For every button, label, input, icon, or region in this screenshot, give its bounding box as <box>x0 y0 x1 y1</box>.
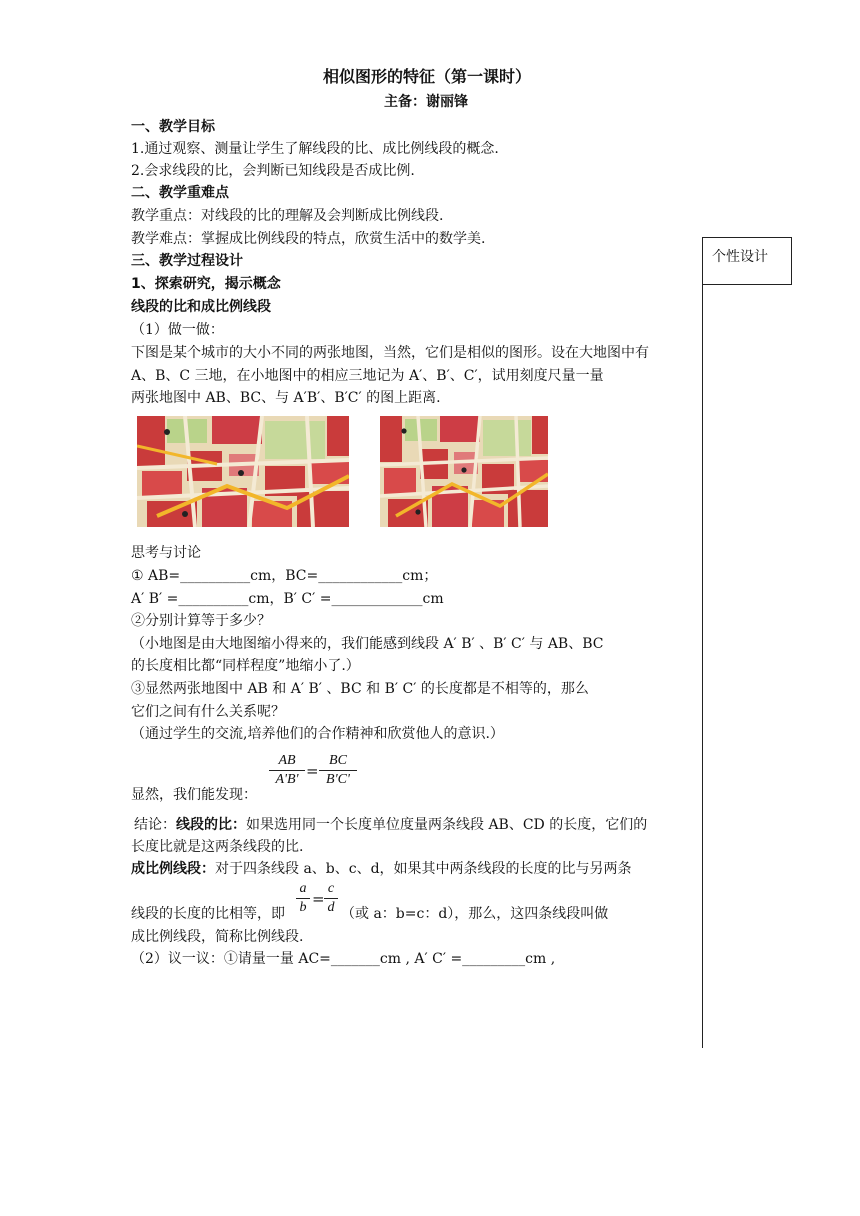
fraction-c-d <box>324 880 338 917</box>
fraction-numerator: BC <box>319 752 357 771</box>
subheading-ratio: 线段的比和成比例线段 <box>131 299 271 315</box>
page-title: 相似图形的特征（第一课时） <box>323 67 532 86</box>
goal-1: 1.通过观察、测量让学生了解线段的比、成比例线段的概念. <box>131 141 499 157</box>
fraction-denominator: d <box>327 900 335 915</box>
subheading-explore: 1、探索研究，揭示概念 <box>131 276 281 292</box>
small-city-map <box>380 416 548 527</box>
fraction-denominator: A'B' <box>275 772 299 787</box>
ratio-definition-cont: 长度比就是这两条线段的比. <box>131 839 304 855</box>
proportion-definition-end: 成比例线段，简称比例线段. <box>131 929 304 945</box>
difficult-point: 教学难点：掌握成比例线段的特点，欣赏生活中的数学美. <box>131 231 486 247</box>
equals-sign: = <box>312 890 325 908</box>
large-city-map <box>137 416 349 527</box>
large-map-image <box>137 416 349 527</box>
found-label: 显然，我们能发现： <box>131 787 257 803</box>
question-2: ②分别计算等于多少？ <box>131 613 271 629</box>
fraction-numerator: AB <box>269 752 305 771</box>
equals-sign: = <box>306 762 319 780</box>
key-point: 教学重点：对线段的比的理解及会判断成比例线段. <box>131 208 444 224</box>
discuss-line: （2）议一议：①请量一量 AC=_______cm , A′ C′ =_________cm , <box>131 951 556 967</box>
goal-2: 2.会求线段的比，会判断已知线段是否成比例. <box>131 163 415 179</box>
fraction-denominator: b <box>299 900 307 915</box>
fraction-numerator: c <box>324 880 338 899</box>
conclusion-line <box>134 816 647 834</box>
proportion-term: 成比例线段： <box>131 861 215 877</box>
section-heading-process: 三、教学过程设计 <box>131 253 243 269</box>
question-3: 它们之间有什么关系呢？ <box>131 704 285 720</box>
personal-design-box <box>702 237 792 285</box>
question-1-line-2: A′ B′ =__________cm，B′ C′ =_____________cm <box>131 591 444 607</box>
fraction-ab <box>269 752 305 789</box>
question-2-note: （小地图是由大地图缩小得来的，我们能感到线段 A′ B′ 、B′ C′ 与 AB、BC <box>131 636 604 652</box>
conclusion-label: 结论： <box>134 817 176 833</box>
fraction-bc <box>319 752 357 789</box>
ratio-term: 线段的比： <box>176 817 246 833</box>
section-heading-goals: 一、教学目标 <box>131 119 215 135</box>
paragraph-line: 下图是某个城市的大小不同的两张地图，当然，它们是相似的图形。设在大地图中有 <box>131 345 649 361</box>
proportion-definition-cont: （或 a：b=c：d），那么，这四条线段叫做 <box>341 906 609 922</box>
fraction-numerator: a <box>296 880 310 899</box>
question-3: ③显然两张地图中 AB 和 A′ B′ 、BC 和 B′ C′ 的长度都是不相等的，那么 <box>131 681 589 697</box>
section-heading-key-points: 二、教学重难点 <box>131 185 229 201</box>
fraction-a-b <box>296 880 310 917</box>
paragraph-line: A、B、C 三地，在小地图中的相应三地记为 A′、B′、C′，试用刻度尺量一量 <box>131 368 604 384</box>
question-3-note: （通过学生的交流,培养他们的合作精神和欣赏他人的意识.） <box>131 726 504 742</box>
personal-design-label: 个性设计 <box>712 249 768 265</box>
do-it-label: （1）做一做： <box>131 322 224 338</box>
proportion-definition-cont: 线段的长度的比相等，即 <box>131 906 285 922</box>
think-discuss-label: 思考与讨论 <box>131 545 201 561</box>
proportion-definition: 对于四条线段 a、b、c、d，如果其中两条线段的长度的比与另两条 <box>215 861 632 877</box>
ratio-definition: 如果选用同一个长度单位度量两条线段 AB、CD 的长度，它们的 <box>246 817 648 833</box>
question-1-line-1: ① AB=__________cm，BC=____________cm； <box>131 568 438 584</box>
side-column-rule <box>702 285 703 1048</box>
author-line: 主备：谢丽锋 <box>384 94 468 110</box>
fraction-denominator: B'C' <box>326 772 350 787</box>
paragraph-line: 两张地图中 AB、BC、与 A′B′、B′C′ 的图上距离. <box>131 390 441 406</box>
proportion-line <box>131 860 632 878</box>
small-map-image <box>380 416 548 527</box>
question-2-note: 的长度相比都“同样程度”地缩小了.） <box>131 658 360 674</box>
